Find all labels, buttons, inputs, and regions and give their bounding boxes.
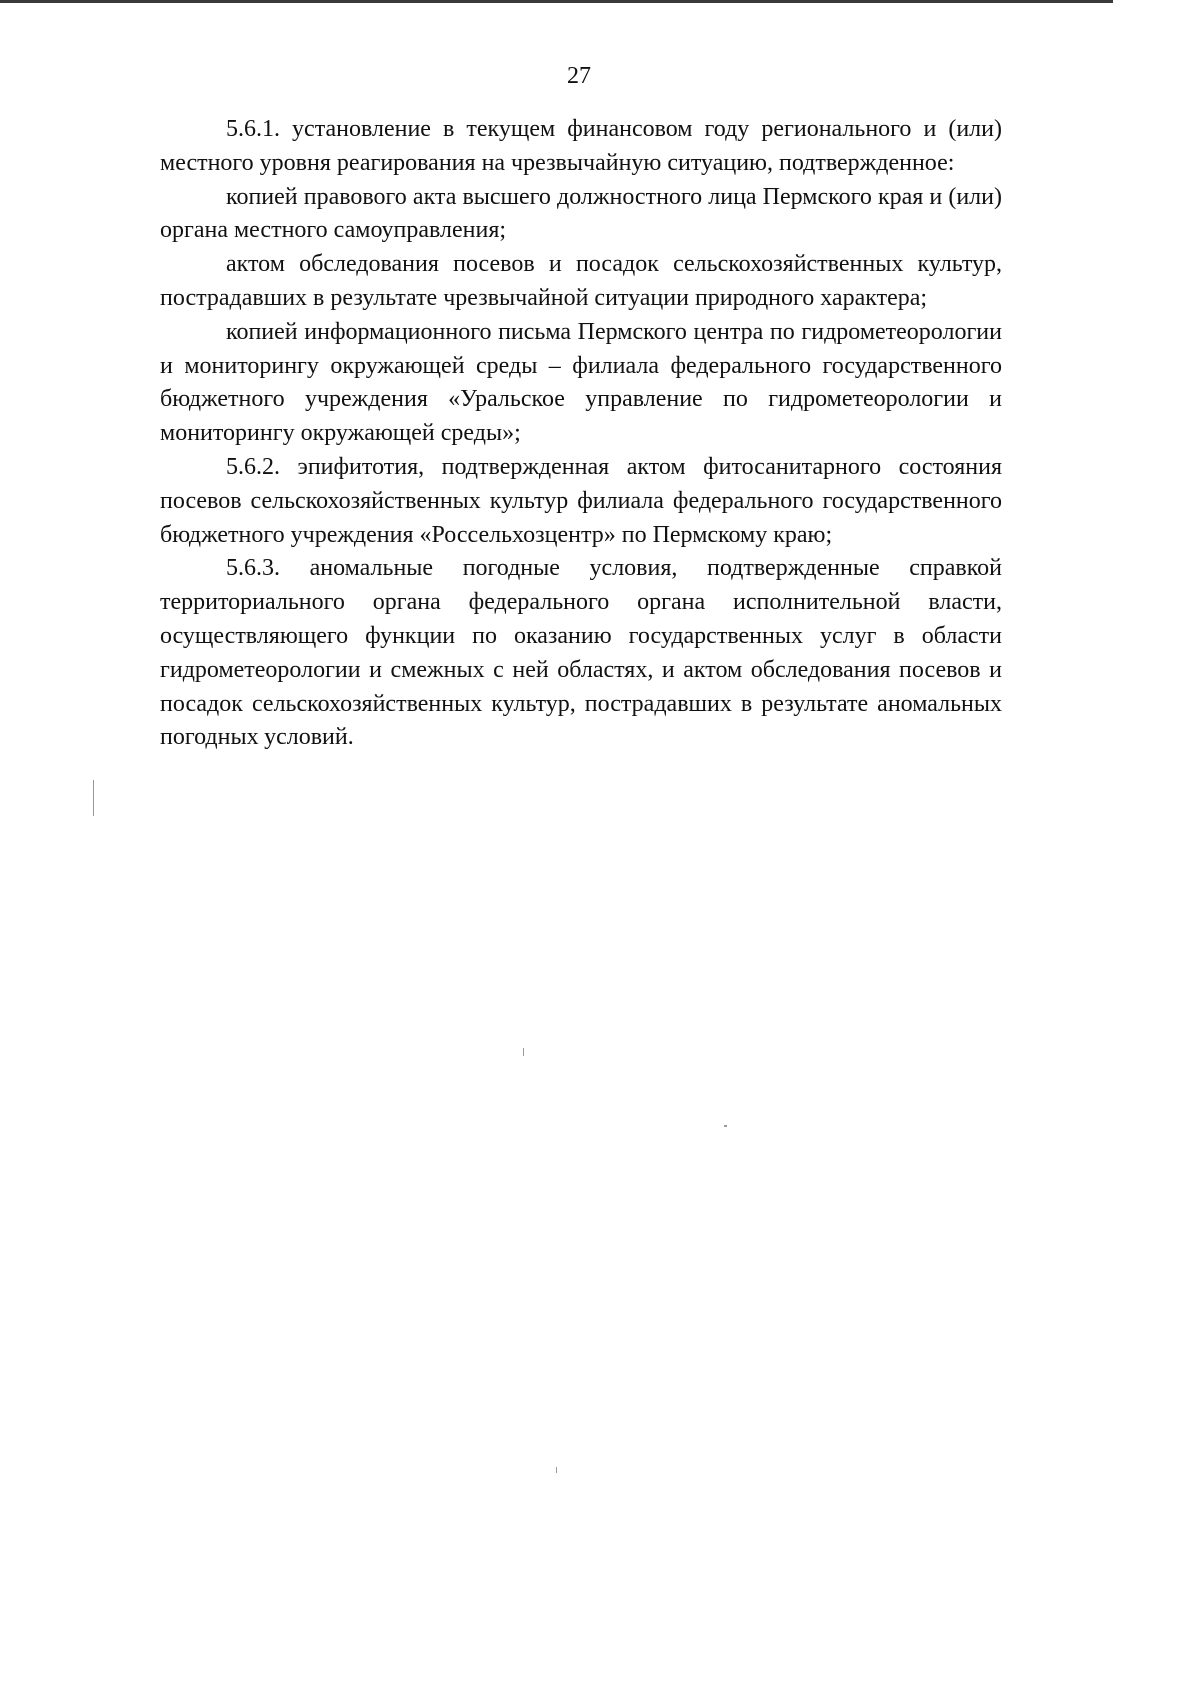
paragraph-5-6-1: 5.6.1. установление в текущем финансовом году регионального и (или) местного уровня реагирования на чрезвычайную ситуацию, подтвержденное: <box>160 116 1002 176</box>
document-body <box>160 113 1002 755</box>
paragraph-5-6-2: 5.6.2. эпифитотия, подтвержденная актом фитосанитарного состояния посевов сельскохозяйственных культур филиала федерального государственного бюджетного учреждения «Россельхозцентр» по Пермскому краю; <box>160 453 1002 548</box>
scan-top-edge <box>0 0 1113 3</box>
scan-speck <box>724 1125 727 1127</box>
paragraph-information-letter: копией информационного письма Пермского центра по гидрометеорологии и мониторингу окружающей среды – филиала федерального государственного бюджетного учреждения «Уральское управление по гидрометеорологии и мониторингу окружающей среды»; <box>160 318 1002 447</box>
page-number: 27 <box>567 63 591 89</box>
scan-speck <box>556 1467 557 1473</box>
paragraph-5-6-3: 5.6.3. аномальные погодные условия, подтвержденные справкой территориального органа федерального органа исполнительной власти, осуществляющего функции по оказанию государственных услуг в области гидрометеорологии и смежных с ней областях, и актом обследования посевов и посадок сельскохозяйственных культур, пострадавших в результате аномальных погодных условий. <box>160 555 1002 751</box>
paragraph-legal-act-copy: копией правового акта высшего должностного лица Пермского края и (или) органа местного самоуправления; <box>160 183 1002 244</box>
scan-speck <box>93 780 94 816</box>
paragraph-inspection-act: актом обследования посевов и посадок сельскохозяйственных культур, пострадавших в результате чрезвычайной ситуации природного характера; <box>160 251 1002 311</box>
scan-speck <box>523 1048 524 1056</box>
